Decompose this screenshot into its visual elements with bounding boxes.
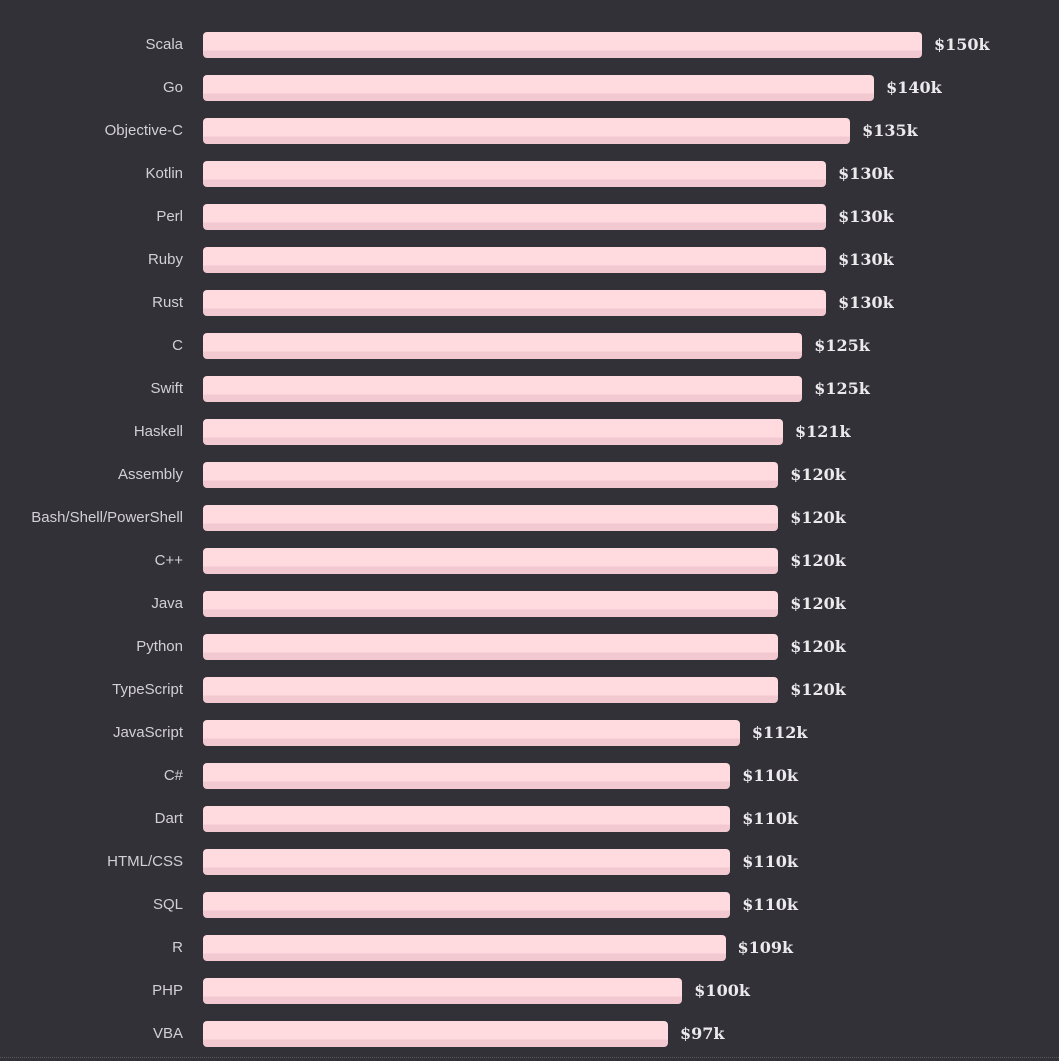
- chart-row: [0, 582, 1059, 625]
- bar: [203, 204, 826, 230]
- category-label: Kotlin: [145, 165, 183, 182]
- category-label: Assembly: [117, 466, 183, 483]
- bar: [203, 935, 726, 961]
- category-label: Ruby: [147, 251, 183, 268]
- bar-rows: [0, 23, 1059, 1055]
- bar: [203, 806, 730, 832]
- chart-row: [0, 453, 1059, 496]
- value-label: $120k: [790, 594, 846, 613]
- bar: [203, 118, 850, 144]
- value-label: $120k: [790, 551, 846, 570]
- value-label: $130k: [838, 250, 894, 269]
- chart-row: [0, 410, 1059, 453]
- category-label: C#: [163, 767, 183, 784]
- value-label: $130k: [838, 207, 894, 226]
- bar: [203, 978, 682, 1004]
- value-label: $120k: [790, 508, 846, 527]
- value-label: $150k: [934, 35, 990, 54]
- chart-row: [0, 23, 1059, 66]
- chart-row: [0, 195, 1059, 238]
- bar: [203, 462, 778, 488]
- category-label: Haskell: [133, 423, 183, 440]
- bar: [203, 720, 740, 746]
- value-label: $110k: [742, 895, 798, 914]
- value-label: $130k: [838, 293, 894, 312]
- chart-row: [0, 926, 1059, 969]
- chart-row: [0, 797, 1059, 840]
- chart-row: [0, 883, 1059, 926]
- bar: [203, 505, 778, 531]
- chart-row: [0, 840, 1059, 883]
- category-label: VBA: [152, 1025, 183, 1042]
- category-label: Go: [162, 79, 183, 96]
- value-label: $109k: [737, 938, 794, 957]
- category-label: PHP: [152, 982, 183, 999]
- bar: [203, 75, 874, 101]
- bar: [203, 161, 826, 187]
- category-label: SQL: [152, 896, 183, 913]
- value-label: $110k: [742, 766, 798, 785]
- chart-row: [0, 754, 1059, 797]
- category-label: Objective-C: [104, 122, 183, 139]
- value-label: $130k: [838, 164, 894, 183]
- value-label: $110k: [742, 809, 798, 828]
- value-label: $97k: [680, 1024, 725, 1043]
- category-label: Scala: [145, 36, 183, 53]
- bar: [203, 591, 778, 617]
- category-label: Perl: [156, 208, 183, 225]
- value-label: $135k: [862, 121, 918, 140]
- chart-row: [0, 281, 1059, 324]
- value-label: $110k: [742, 852, 798, 871]
- bar: [203, 419, 783, 445]
- category-label: Bash/Shell/PowerShell: [31, 509, 183, 526]
- chart-row: [0, 1012, 1059, 1055]
- category-label: R: [172, 939, 183, 956]
- value-label: $125k: [814, 336, 870, 355]
- category-label: TypeScript: [112, 681, 183, 698]
- category-label: HTML/CSS: [107, 853, 183, 870]
- value-label: $120k: [790, 637, 846, 656]
- category-label: Java: [151, 595, 183, 612]
- value-label: $112k: [751, 723, 808, 742]
- chart-row: [0, 969, 1059, 1012]
- category-label: JavaScript: [112, 724, 183, 741]
- value-label: $125k: [814, 379, 870, 398]
- bar: [203, 634, 778, 660]
- bar: [203, 849, 730, 875]
- bar: [203, 290, 826, 316]
- bar: [203, 892, 730, 918]
- chart-row: [0, 109, 1059, 152]
- chart-row: [0, 711, 1059, 754]
- value-label: $120k: [790, 680, 846, 699]
- category-label: Dart: [154, 810, 183, 827]
- category-label: C: [172, 337, 183, 354]
- chart-row: [0, 66, 1059, 109]
- chart-row: [0, 367, 1059, 410]
- bar: [203, 548, 778, 574]
- chart-row: [0, 238, 1059, 281]
- category-label: C++: [154, 552, 183, 569]
- bar: [203, 376, 802, 402]
- bar: [203, 247, 826, 273]
- bar: [203, 1021, 668, 1047]
- value-label: $100k: [694, 981, 750, 1000]
- chart-row: [0, 152, 1059, 195]
- bar: [203, 32, 922, 58]
- bar: [203, 763, 730, 789]
- chart-row: [0, 625, 1059, 668]
- value-label: $120k: [790, 465, 846, 484]
- chart-row: [0, 324, 1059, 367]
- bar: [203, 677, 778, 703]
- category-label: Swift: [150, 380, 183, 397]
- category-label: Rust: [152, 294, 183, 311]
- chart-row: [0, 496, 1059, 539]
- value-label: $140k: [886, 78, 942, 97]
- value-label: $121k: [795, 422, 851, 441]
- bar: [203, 333, 802, 359]
- chart-row: [0, 668, 1059, 711]
- chart-row: [0, 539, 1059, 582]
- x-axis-dotted-line: [0, 1057, 1059, 1058]
- category-label: Python: [136, 638, 183, 655]
